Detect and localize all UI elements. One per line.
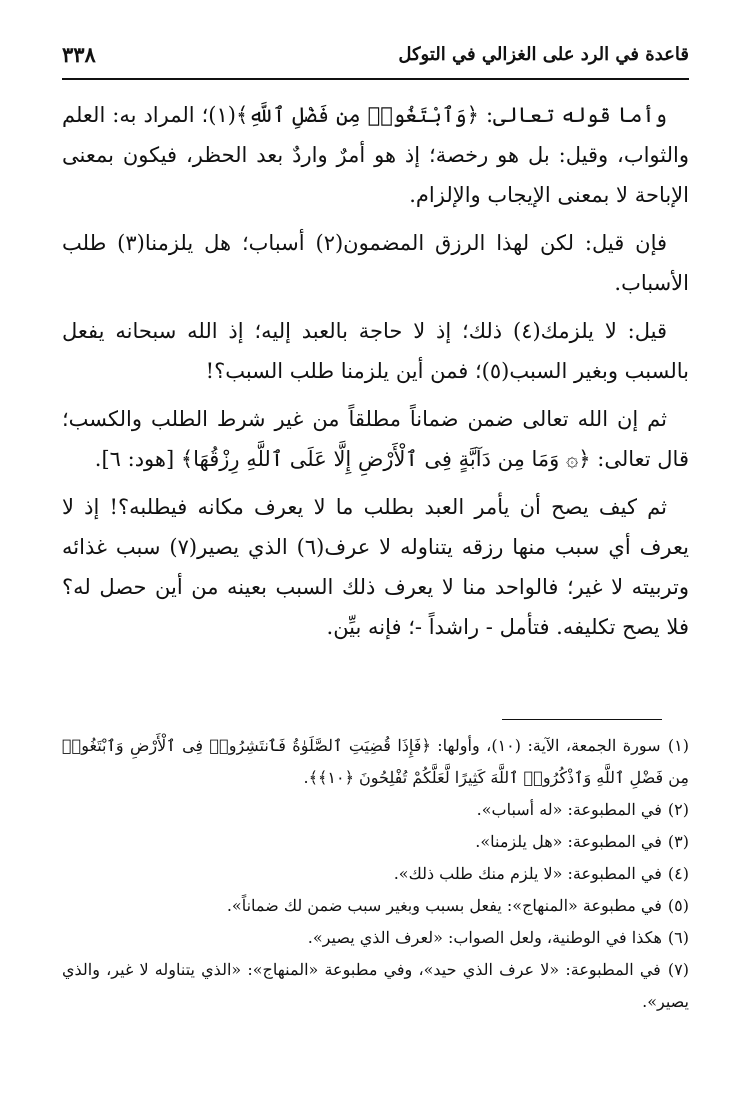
paragraph: فإن قيل: لكن لهذا الرزق المضمون(٢) أسباب؛ هل يلزمنا(٣) طلب الأسباب. — [62, 231, 689, 295]
footnote-number: (٧) — [667, 960, 690, 979]
footnote — [62, 922, 689, 954]
footnote-text: في المطبوعة: «له أسباب». — [476, 800, 662, 819]
footnote-number: (٤) — [667, 864, 689, 883]
page-header — [62, 38, 689, 80]
footnote-number: (٢) — [667, 800, 689, 819]
footnote-text: سورة الجمعة، الآية: (١٠)، وأولها: ﴿فَإِذَا قُضِيَتِ ٱلصَّلَوٰةُ فَٱنتَشِرُوا۟ فِى ٱلْأَرْضِ وَٱبْتَغُوا۟ مِن فَضْلِ ٱللَّهِ وَٱذْكُرُوا۟ ٱللَّهَ كَثِيرًا لَّعَلَّكُمْ تُفْلِحُونَ ﴿١٠﴾﴾. — [62, 736, 689, 787]
footnote — [62, 730, 689, 794]
footnote-text: في مطبوعة «المنهاج»: يفعل بسبب وبغير سبب ضمن لك ضماناً». — [226, 896, 662, 915]
footnote — [62, 794, 689, 826]
running-title: قاعدة في الرد على الغزالي في التوكل — [398, 44, 689, 65]
main-text — [62, 95, 689, 655]
page-number: ٣٣٨ — [62, 42, 96, 67]
footnote — [62, 890, 689, 922]
footnote-text: في المطبوعة: «لا عرف الذي حيد»، وفي مطبوعة «المنهاج»: «الذي يتناوله لا غير، والذي يصير». — [62, 960, 689, 1011]
paragraph: قيل: لا يلزمك(٤) ذلك؛ إذ لا حاجة بالعبد إليه؛ إذ الله سبحانه يفعل بالسبب وبغير السبب(٥)؛ فمن أين يلزمنا طلب السبب؟! — [62, 319, 689, 383]
footnote-separator — [502, 719, 662, 720]
paragraph: وأما قوله تعالى: ﴿وَٱبْتَغُوا۟ مِن فَضْلِ ٱللَّهِ﴾(١)؛ المراد به: العلم والثواب، وقيل: بل هو رخصة؛ إذ هو أمرٌ واردٌ بعد الحظر، فيكون بمعنى الإباحة لا بمعنى الإيجاب والإلزام. — [62, 103, 689, 207]
footnote-text: في المطبوعة: «هل يلزمنا». — [475, 832, 662, 851]
footnote-number: (٥) — [667, 896, 689, 915]
footnote — [62, 954, 689, 1018]
footnote-number: (٣) — [667, 832, 689, 851]
footnote-text: في المطبوعة: «لا يلزم منك طلب ذلك». — [393, 864, 662, 883]
footnote — [62, 858, 689, 890]
footnotes — [62, 730, 689, 1018]
footnote-text: هكذا في الوطنية، ولعل الصواب: «لعرف الذي يصير». — [307, 928, 662, 947]
paragraph: ثم إن الله تعالى ضمن ضماناً مطلقاً من غير شرط الطلب والكسب؛ قال تعالى: ﴿۞ وَمَا مِن دَآبَّةٍ فِى ٱلْأَرْضِ إِلَّا عَلَى ٱللَّهِ رِزْقُهَا﴾ [هود: ٦]. — [62, 407, 689, 471]
paragraph: ثم كيف يصح أن يأمر العبد بطلب ما لا يعرف مكانه فيطلبه؟! إذ لا يعرف أي سبب منها رزقه يتناوله لا عرف(٦) الذي يصير(٧) سبب غذائه وتربيته لا غير؛ فالواحد منا لا يعرف ذلك السبب بعينه من أين حصل له؟ فلا يصح تكليفه. فتأمل - راشداً -؛ فإنه بيِّن. — [62, 495, 689, 639]
footnote-number: (١) — [667, 736, 689, 755]
footnote — [62, 826, 689, 858]
footnote-number: (٦) — [667, 928, 689, 947]
